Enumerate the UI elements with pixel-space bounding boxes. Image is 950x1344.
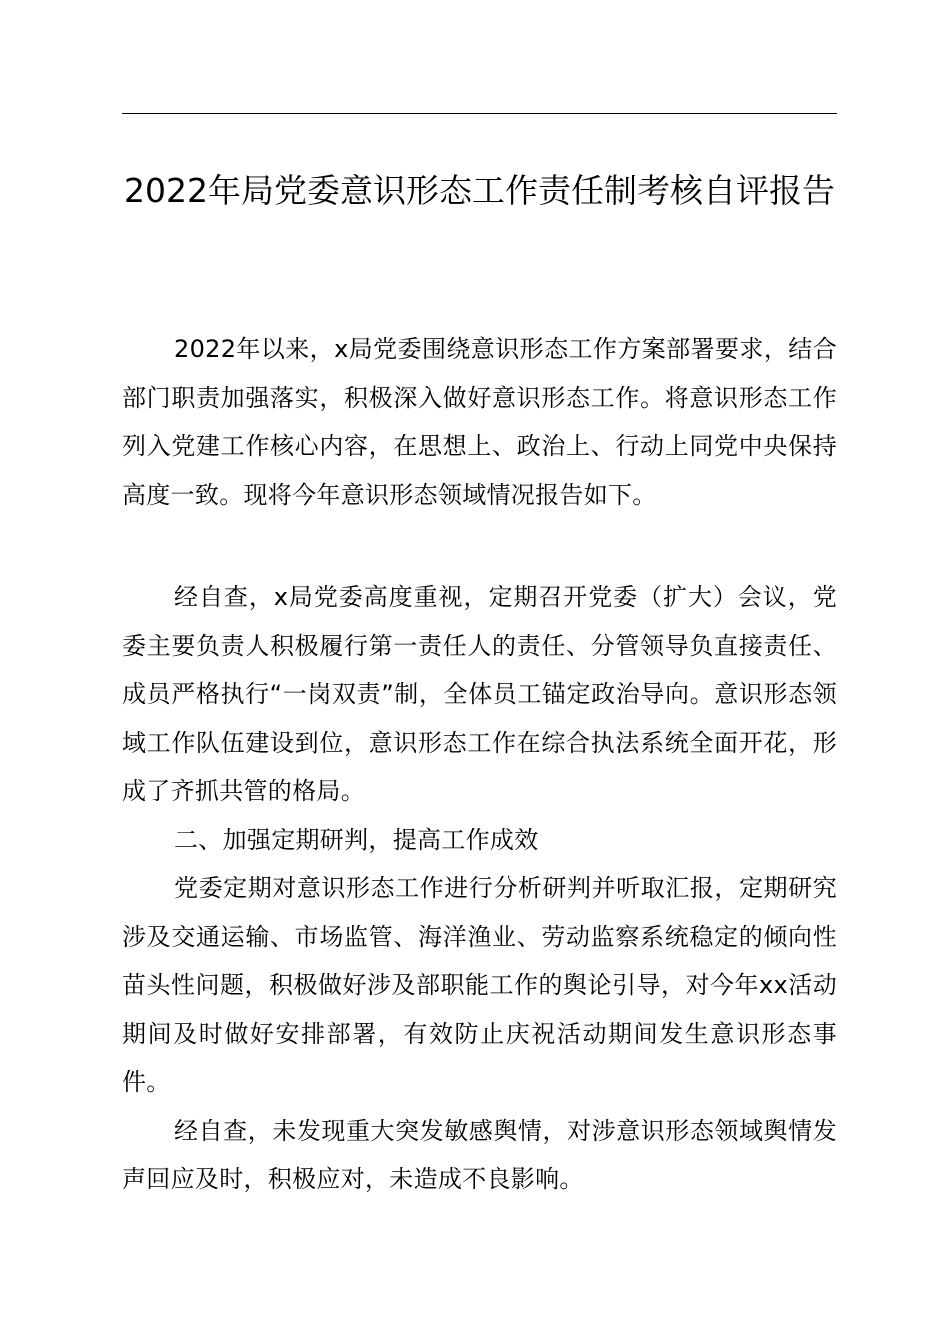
- paragraph-self-check-2: 经自查，未发现重大突发敏感舆情，对涉意识形态领域舆情发声回应及时，积极应对，未造成不良影响。: [122, 1116, 837, 1193]
- paragraph-analysis: 党委定期对意识形态工作进行分析研判并听取汇报，定期研究涉及交通运输、市场监管、海洋渔业、劳动监察系统稳定的倾向性苗头性问题，积极做好涉及部职能工作的舆论引导，对今年xx活动期间及时做好安排部署，有效防止庆祝活动期间发生意识形态事件。: [122, 874, 837, 1096]
- header-divider: [122, 113, 837, 114]
- paragraph-self-check-1: 经自查，x局党委高度重视，定期召开党委（扩大）会议，党委主要负责人积极履行第一责任人的责任、分管领导负直接责任、成员严格执行“一岗双责”制，全体员工锚定政治导向。意识形态领域工作队伍建设到位，意识形态工作在综合执法系统全面开花，形成了齐抓共管的格局。: [122, 583, 837, 805]
- section-heading-2: 二、加强定期研判，提高工作成效: [174, 825, 539, 854]
- document-body: [122, 325, 837, 1204]
- document-title: 2022年局党委意识形态工作责任制考核自评报告: [124, 171, 835, 210]
- paragraph-intro: 2022年以来，x局党委围绕意识形态工作方案部署要求，结合部门职责加强落实，积极深入做好意识形态工作。将意识形态工作列入党建工作核心内容，在思想上、政治上、行动上同党中央保持高度一致。现将今年意识形态领域情况报告如下。: [122, 335, 837, 509]
